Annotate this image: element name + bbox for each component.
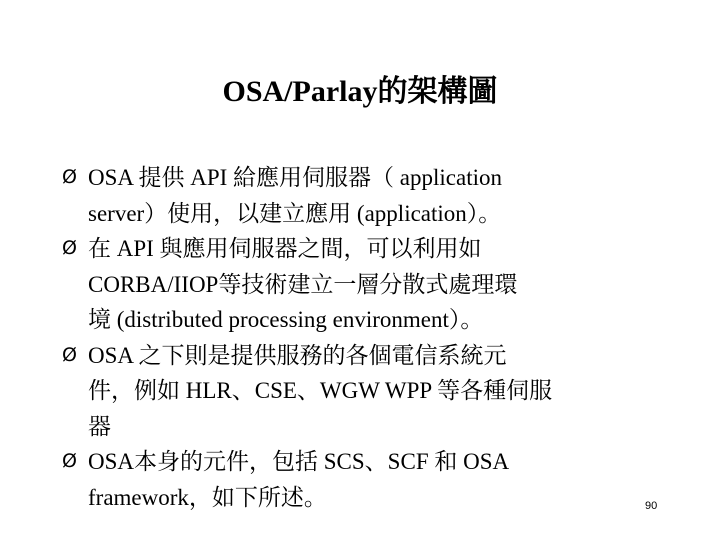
page-number: 90 (645, 500, 658, 512)
arrow-bullet-icon: Ø (62, 343, 77, 366)
bullet-line: OSA 提供 API 給應用伺服器（ application (88, 165, 502, 190)
bullet-line: CORBA/IIOP等技術建立一層分散式處理環 (88, 271, 518, 297)
bullet-item (62, 338, 662, 445)
arrow-bullet-icon: Ø (62, 237, 77, 259)
bullet-line: framework，如下所述。 (88, 484, 327, 510)
bullet-item (62, 231, 662, 338)
arrow-bullet-icon: Ø (62, 166, 77, 188)
bullet-item (62, 160, 662, 231)
bullet-line: 器 (88, 413, 111, 439)
bullet-list (62, 160, 662, 515)
bullet-item (62, 444, 662, 515)
arrow-bullet-icon: Ø (62, 450, 77, 472)
bullet-line: 境 (distributed processing environment）。 (88, 307, 484, 332)
bullet-line: OSA 之下則是提供服務的各個電信系統元 (88, 342, 507, 368)
bullet-line: 在 API 與應用伺服器之間，可以利用如 (88, 236, 482, 261)
bullet-line: 件，例如 HLR、CSE、WGW WPP 等各種伺服 (88, 378, 553, 403)
slide-title: OSA/Parlay的架構圖 (222, 75, 498, 108)
bullet-line: server）使用，以建立應用 (application）。 (88, 200, 502, 226)
bullet-line: OSA本身的元件，包括 SCS、SCF 和 OSA (88, 449, 510, 474)
